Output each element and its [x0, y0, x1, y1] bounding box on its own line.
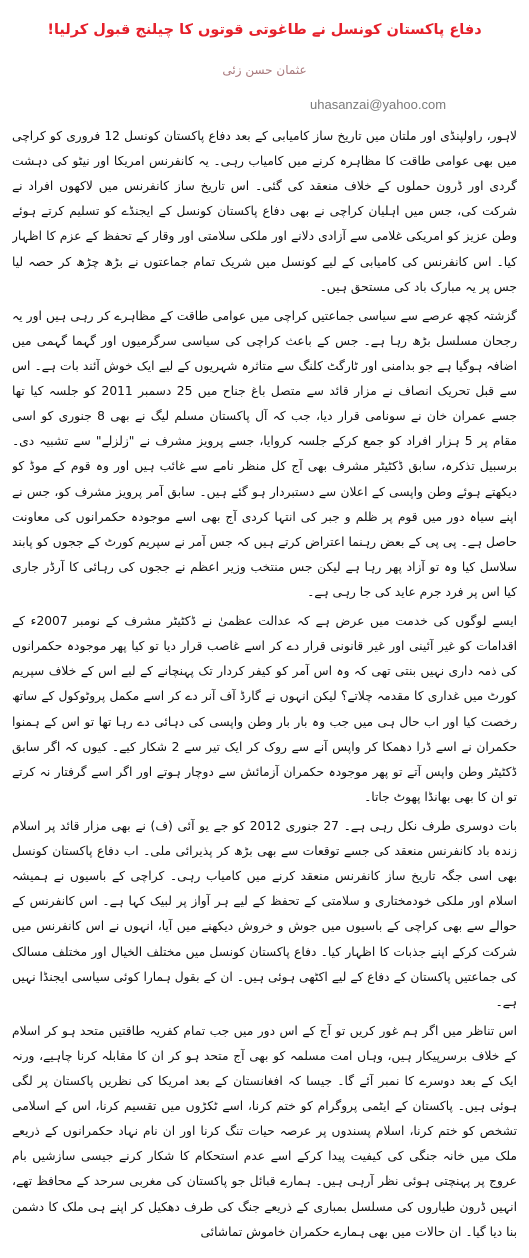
- article-paragraph: ایسے لوگوں کی خدمت میں عرض ہے کہ عدالت عظمیٰ نے ڈکٹیٹر مشرف کے نومبر 2007ء کے اقدامات کو غیر آئینی اور غیر قانونی قرار دے کر اسے غاصب قرار دیا تو کیا پھر موجودہ حکمرانوں کی ذمہ داری نہیں بنتی تھی کہ وہ اس آمر کو کیفر کردار تک پہنچانے کے لیے اس کے خلاف سپریم کورٹ میں غداری کا مقدمہ چلاتے؟ لیکن انہوں نے گارڈ آف آنر دے کر اسے مکمل پروٹوکول کے ساتھ رخصت کیا اور اب حال ہی میں جب وہ بار بار وطن واپسی کی دہائی دے رہا تھا تو اس کے ہمنوا حکمران نے اسے ڈرا دھمکا کر واپس آنے سے روک کر ایک تیر سے 2 شکار کیے۔ کیوں کہ اگر سابق ڈکٹیٹر وطن واپس آتے تو پھر موجودہ حکمران آزمائش سے دوچار ہوتے اور اگر اسے گرفتار نہ کرتے تو ان کا بھی بھانڈا پھوٹ جاتا۔: [12, 614, 517, 804]
- author-byline: عثمان حسن زئی: [222, 63, 307, 77]
- article-paragraph: بات دوسری طرف نکل رہی ہے۔ 27 جنوری 2012 کو جے یو آئی (ف) نے بھی مزار قائد پر اسلام زندہ باد کانفرنس منعقد کی جسے توقعات سے بھی بڑھ کر پذیرائی ملی۔ اب دفاع پاکستان کونسل بھی اسی جگہ تاریخ ساز کانفرنس منعقد کرنے میں کامیاب رہی۔ کراچی کے باسیوں نے ہمیشہ اسلام اور ملکی خودمختاری و سلامتی کے تحفظ کے لیے ہر آواز پر لبیک کہا ہے۔ اس کانفرنس کے حوالے سے بھی کراچی کے باسیوں میں جوش و خروش دیکھنے میں آیا، انہوں نے اس کانفرنس میں شرکت کرکے اپنے جذبات کا اظہار کیا۔ دفاع پاکستان کونسل میں مختلف الخیال اور مختلف مسالک کی جماعتیں پاکستان کے دفاع کے لیے اکٹھی ہوئی ہیں۔ ان کے بقول ہمارا کوئی سیاسی ایجنڈا نہیں ہے۔: [12, 818, 517, 1009]
- article-body: [12, 124, 517, 1256]
- article-paragraph: لاہور، راولپنڈی اور ملتان میں تاریخ ساز کامیابی کے بعد دفاع پاکستان کونسل 12 فروری کو کراچی میں بھی عوامی طاقت کا مظاہرہ کرنے میں کامیاب رہی۔ یہ کانفرنس امریکا اور نیٹو کی دہشت گردی اور ڈرون حملوں کے خلاف منعقد کی گئی۔ اس تاریخ ساز کانفرنس میں لاکھوں افراد نے شرکت کی، جس میں اہلیان کراچی نے بھی دفاع پاکستان کونسل کے ایجنڈے کو تسلیم کرتے ہوئے وطن عزیز کو امریکی غلامی سے آزادی دلانے اور ملکی سلامتی اور وقار کے تحفظ کے عزم کا اظہار کیا۔ اس کانفرنس کی کامیابی کے لیے کونسل میں شریک تمام جماعتوں نے بڑھ چڑھ کر حصہ لیا جس پر یہ مبارک باد کی مستحق ہیں۔: [12, 129, 517, 294]
- author-email: uhasanzai@yahoo.com: [310, 97, 447, 112]
- headline-container: [0, 12, 529, 48]
- headline: دفاع پاکستان کونسل نے طاغوتی قوتوں کا چیلنج قبول کرلیا!: [47, 22, 482, 38]
- article-paragraph: اس تناظر میں اگر ہم غور کریں تو آج کے اس دور میں جب تمام کفریہ طاقتیں متحد ہو کر اسلام کے خلاف برسرپیکار ہیں، وہاں امت مسلمہ کو بھی آج متحد ہو کر ان کا مقابلہ کرنا چاہیے، ورنہ ایک کے بعد دوسرے کا نمبر آئے گا۔ جیسا کہ افغانستان کے بعد امریکا کی نظریں پاکستان پر لگی ہوئی ہیں۔ پاکستان کے ایٹمی پروگرام کو ختم کرنا، اسے ٹکڑوں میں تقسیم کرنا، اس کے اسلامی تشخص کو ختم کرنا، اسلام پسندوں پر عرصہ حیات تنگ کرنا اور ان نام نہاد حکمرانوں کے ذریعے ملک میں خانہ جنگی کی کیفیت پیدا کرکے اسے عدم استحکام کا شکار کرنے جیسی سازشیں بام عروج پر پہنچتی ہوئی نظر آرہی ہیں۔ ہمارے قبائل جو پاکستان کی مغربی سرحد کے محافظ تھے، انہیں ڈرون طیاروں کی مسلسل بمباری کے ذریعے جنگ کی طرف دھکیل کر اپنے ہی ملک کا دشمن بنا دیا گیا۔ ان حالات میں بھی ہمارے حکمران خاموش تماشائی: [12, 1023, 517, 1239]
- article-paragraph: گزشتہ کچھ عرصے سے سیاسی جماعتیں کراچی میں عوامی طاقت کے مظاہرے کر رہی ہیں اور یہ رجحان مسلسل بڑھ رہا ہے۔ جس کے باعث کراچی کی سیاسی سرگرمیوں اور گہما گہمی میں اضافہ ہوگیا ہے جو بدامنی اور ٹارگٹ کلنگ سے متاثرہ شہریوں کے لیے ایک خوش آئند بات ہے۔ اس سے قبل تحریک انصاف نے مزار قائد سے متصل باغ جناح میں 25 دسمبر 2011 کو جلسہ کیا تھا جسے عمران خان نے سونامی قرار دیا، جب کہ آل پاکستان مسلم لیگ نے بھی 8 جنوری کو اسی مقام پر 5 ہزار افراد کو جمع کرکے جلسہ کروایا، جسے پرویز مشرف نے "زلزلے" سے تشبیہ دی۔ برسبیل تذکرہ، سابق ڈکٹیٹر مشرف بھی آج کل منظر نامے سے غائب ہیں اور وہ قوم کے موڈ کو دیکھتے ہوئے وطن واپسی کے اعلان سے دستبردار ہو گئے ہیں۔ سابق آمر پرویز مشرف کو، جس نے اپنے سیاہ دور میں قوم پر ظلم و جبر کی انتہا کردی آج بھی اسے موجودہ حکمرانوں کی معاونت حاصل ہے۔ پی پی کے بعض رہنما اعتراض کرتے ہیں کہ جس آمر نے سپریم کورٹ کے ججوں کو پابند سلاسل کیا وہ تو آزاد پھر رہا ہے لیکن جس منتخب وزیر اعظم نے ججوں کی رہائی کا آرڈر جاری کیا اس پر فرد جرم عاید کی جا رہی ہے۔: [12, 308, 517, 599]
